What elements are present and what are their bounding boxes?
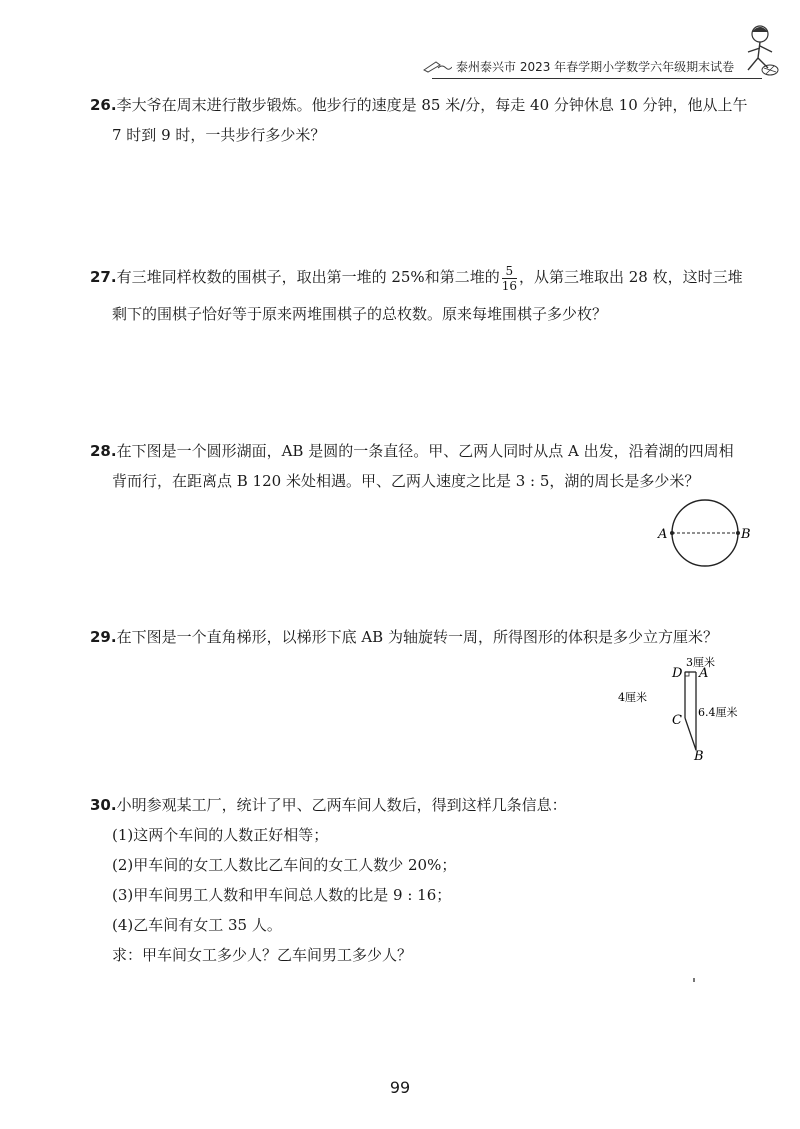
trapezoid xyxy=(686,672,694,750)
right-length: 6.4厘米 xyxy=(698,706,738,719)
question-text: 7 时到 9 时，一共步行多少米？ xyxy=(112,126,326,144)
question-30 xyxy=(90,790,567,970)
exam-title: 泰州泰兴市 2023 年春学期小学数学六年级期末试卷 xyxy=(456,60,735,74)
question-text: 背而行，在距离点 B 120 米处相遇。甲、乙两人速度之比是 3 : 5，湖的周长是多少米？ xyxy=(112,472,700,490)
page-number: 99 xyxy=(389,1078,411,1097)
question-text: 小明参观某工厂，统计了甲、乙两车间人数后，得到这样几条信息： xyxy=(116,796,567,814)
question-number: 26. xyxy=(90,96,117,114)
scan-speck xyxy=(693,978,695,982)
question-ask: 求：甲车间女工多少人？乙车间男工多少人？ xyxy=(112,946,413,964)
question-number: 27. xyxy=(90,268,117,286)
condition-2: (2)甲车间的女工人数比乙车间的女工人数少 20%； xyxy=(112,856,457,874)
point-b xyxy=(736,531,740,535)
question-text: 剩下的围棋子恰好等于原来两堆围棋子的总枚数。原来每堆围棋子多少枚？ xyxy=(112,304,608,323)
question-28 xyxy=(90,436,734,496)
point-a xyxy=(670,531,674,535)
question-number: 29. xyxy=(90,628,117,646)
question-29 xyxy=(90,622,718,652)
label-c: C xyxy=(672,713,682,728)
question-text: 在下图是一个圆形湖面，AB 是圆的一条直径。甲、乙两人同时从点 A 出发，沿着湖的四周相 xyxy=(116,442,734,460)
condition-1: (1)这两个车间的人数正好相等； xyxy=(112,826,329,844)
question-text: 李大爷在周末进行散步锻炼。他步行的速度是 85 米/分，每走 40 分钟休息 10 分钟，他从上午 xyxy=(116,96,748,114)
question-27 xyxy=(90,262,743,329)
page-header xyxy=(432,56,762,79)
condition-4: (4)乙车间有女工 35 人。 xyxy=(112,916,282,934)
circle-lake-figure xyxy=(650,495,760,575)
condition-3: (3)甲车间男工人数和甲车间总人数的比是 9 : 16； xyxy=(112,886,452,904)
fraction xyxy=(502,264,517,293)
label-a: A xyxy=(699,666,709,681)
question-26 xyxy=(90,90,748,150)
label-a: A xyxy=(658,527,668,542)
left-length: 4厘米 xyxy=(618,691,647,704)
question-text: ，从第三堆取出 28 枚，这时三堆 xyxy=(518,268,743,286)
fraction-denominator: 16 xyxy=(501,278,517,293)
trapezoid-figure xyxy=(610,652,760,762)
question-number: 30. xyxy=(90,796,117,814)
mascot-icon xyxy=(738,22,782,78)
pencil-doodle-icon xyxy=(422,58,452,74)
label-b: B xyxy=(741,527,751,542)
top-length: 3厘米 xyxy=(686,656,715,669)
question-text: 有三堆同样枚数的围棋子，取出第一堆的 25%和第二堆的 xyxy=(116,268,500,286)
fraction-numerator: 5 xyxy=(502,264,517,279)
question-number: 28. xyxy=(90,442,117,460)
edge-cb xyxy=(685,718,696,750)
label-d: D xyxy=(672,666,683,681)
question-text: 在下图是一个直角梯形，以梯形下底 AB 为轴旋转一周，所得图形的体积是多少立方厘米？ xyxy=(116,628,718,646)
label-b: B xyxy=(694,749,704,762)
